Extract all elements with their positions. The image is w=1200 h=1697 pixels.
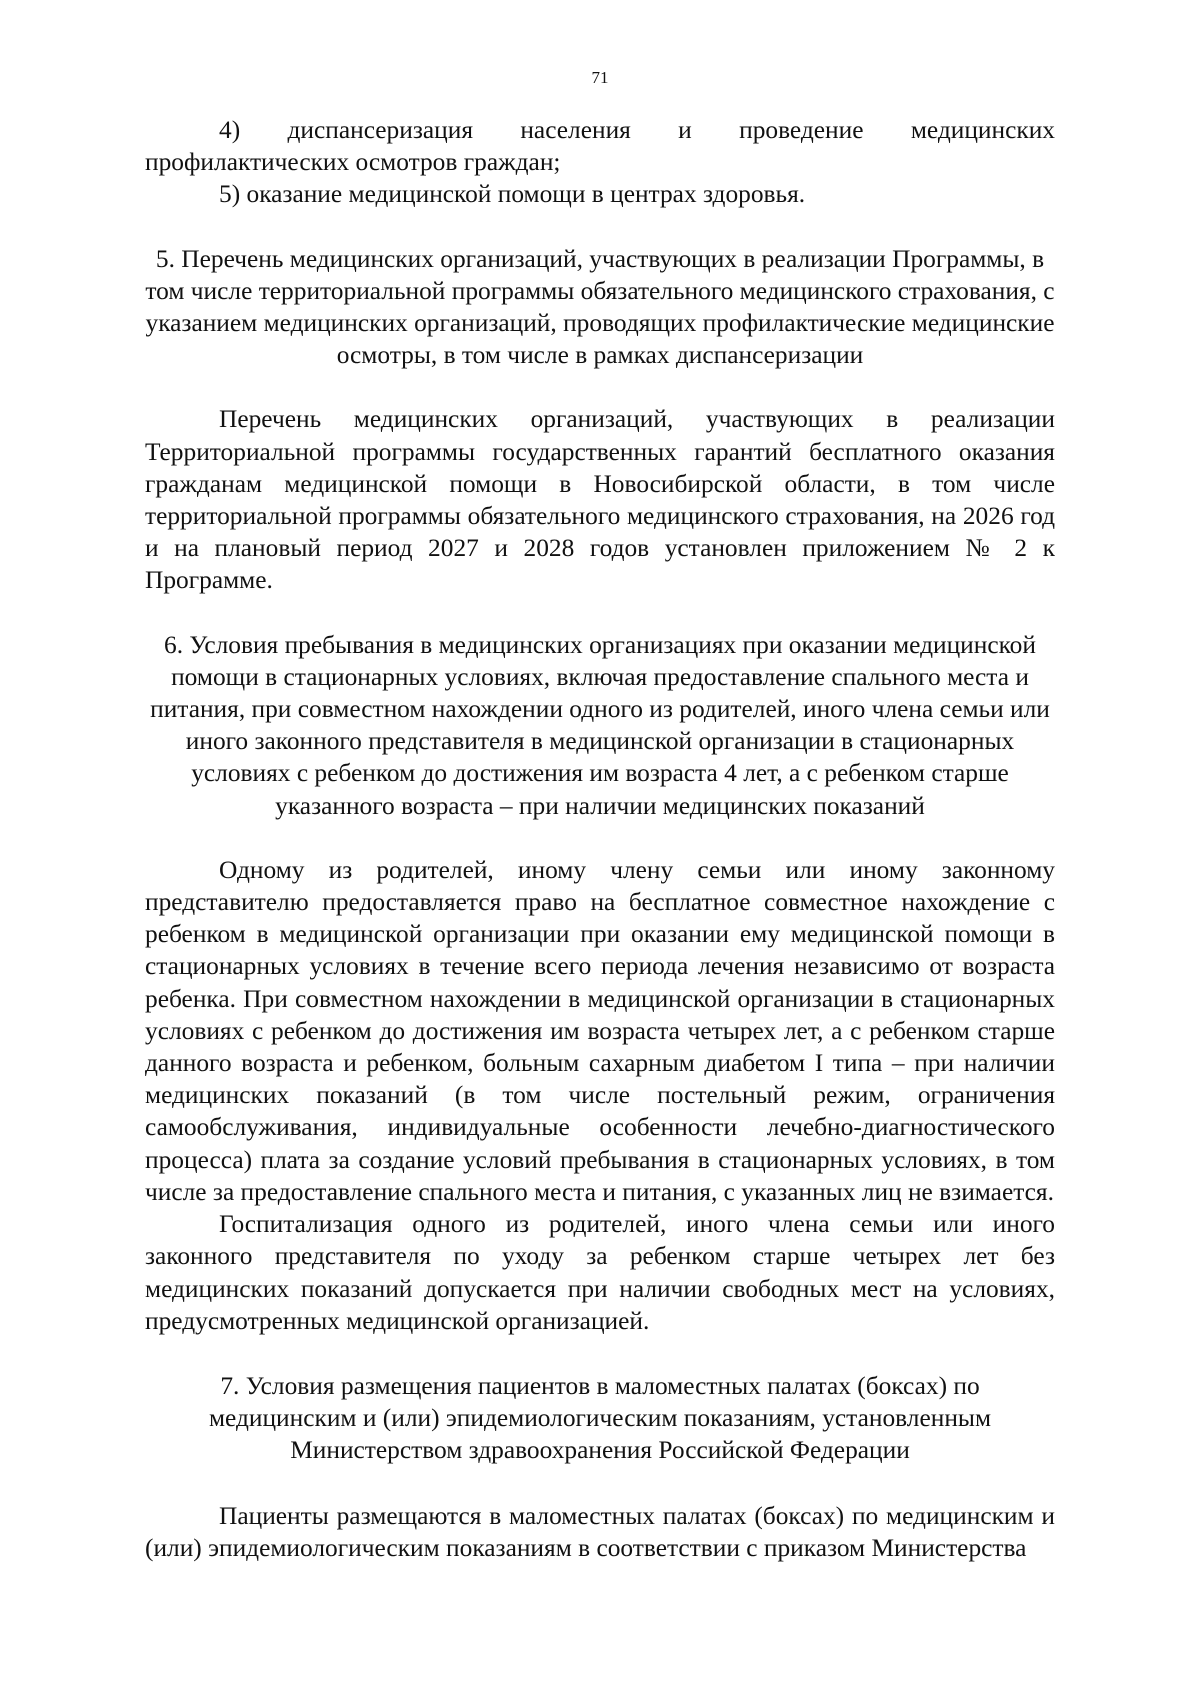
list-item: 4) диспансеризация населения и проведение медицинских профилактических осмотров граждан;	[145, 116, 1055, 177]
list-item: 5) оказание медицинской помощи в центрах здоровья.	[219, 180, 806, 209]
section-6-paragraph-2: Госпитализация одного из родителей, иного члена семьи или иного законного представителя по уходу за ребенком старше четырех лет без медицинских показаний допускается при наличии свободных мест на условиях, предусмотренных медицинской организацией.	[145, 1210, 1055, 1335]
document-body	[145, 114, 1055, 1564]
section-5-heading: 5. Перечень медицинских организаций, участвующих в реализации Программы, в том числе территориальной программы обязательного медицинского страхования, с указанием медицинских организаций, проводящих профилактические медицинские осмотры, в том числе в рамках диспансеризации	[145, 244, 1055, 370]
section-6-paragraph-1: Одному из родителей, иному члену семьи или иному законному представителю предоставляется право на бесплатное совместное нахождение с ребенком в медицинской организации при оказании ему медицинской помощи в стационарных условиях в течение всего периода лечения независимо от возраста ребенка. При совместном нахождении в медицинской организации в стационарных условиях с ребенком до достижения им возраста четырех лет, а с ребенком старше данного возраста и ребенком, больным сахарным диабетом I типа – при наличии медицинских показаний (в том числе постельный режим, ограничения самообслуживания, индивидуальные особенности лечебно-диагностического процесса) плата за создание условий пребывания в стационарных условиях, в том числе за предоставление спального места и питания, с указанных лиц не взимается.	[145, 855, 1055, 1206]
section-7-paragraph: Пациенты размещаются в маломестных палатах (боксах) по медицинским и (или) эпидемиологическим показаниям в соответствии с приказом Министерства	[145, 1501, 1055, 1562]
section-5-paragraph: Перечень медицинских организаций, участвующих в реализации Территориальной программы государственных гарантий бесплатного оказания гражданам медицинской помощи в Новосибирской области, в том числе территориальной программы обязательного медицинского страхования, на 2026 год и на плановый период 2027 и 2028 годов установлен приложением № 2 к Программе.	[145, 405, 1055, 595]
section-7-heading: 7. Условия размещения пациентов в маломестных палатах (боксах) по медицинским и (или) эпидемиологическим показаниям, установленным Министерством здравоохранения Российской Федерации	[208, 1371, 992, 1465]
page-number: 71	[591, 68, 609, 87]
section-6-heading: 6. Условия пребывания в медицинских организациях при оказании медицинской помощи в стационарных условиях, включая предоставление спального места и питания, при совместном нахождении одного из родителей, иного члена семьи или иного законного представителя в медицинской организации в стационарных условиях с ребенком до достижения им возраста 4 лет, а с ребенком старше указанного возраста – при наличии медицинских показаний	[150, 630, 1050, 820]
